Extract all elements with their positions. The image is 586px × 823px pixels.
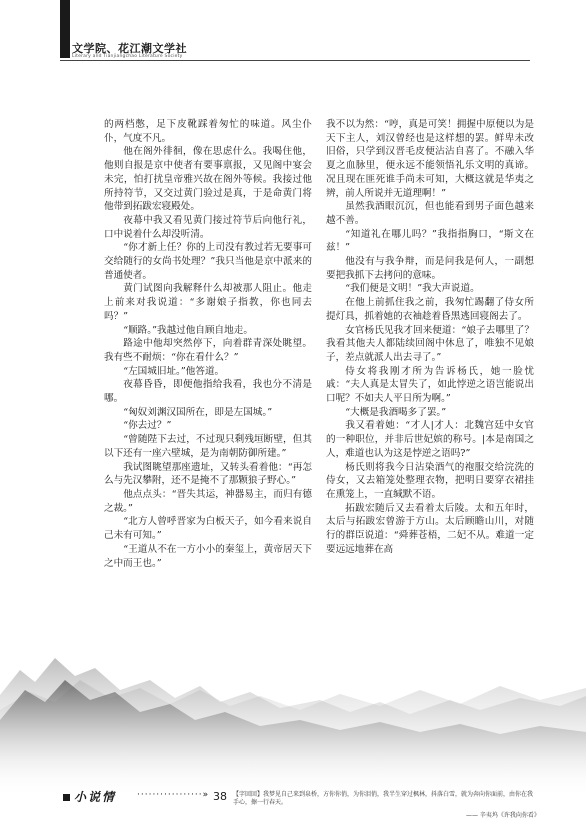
paragraph: 虽然我酒眼沉沉，但也能看到男子面色越来越不善。 — [326, 201, 534, 226]
paragraph: “曾随陛下去过，不过现只剩残垣断壁，但其以下还有一座六壁城，是为南朝防御所建。” — [104, 434, 312, 459]
paragraph: 在他上前抓住我之前，我匆忙踢翻了侍女所提灯具，抓着她的衣袖趁着昏黑逃回寝阁去了。 — [326, 297, 534, 322]
paragraph: 我不以为然：“哼，真是可笑！拥握中原便以为是天下主人，刘汉曾经也是这样想的罢。鲜卑未改旧俗，只学到汉晋毛皮便沾沾自喜了。不融入华夏之血脉里，便永远不能领悟礼乐文明的真谛。况且现在匪死谁手尚未可知，大概这就是华夷之辨，前人所说并无道理啊！” — [326, 119, 534, 199]
footer-square-bullet — [63, 794, 70, 801]
header-rule — [60, 60, 530, 61]
paragraph: 夜幕昏昏，即便他指给我看，我也分不清是哪。 — [104, 379, 312, 405]
header-subtitle: Literary and Tianjiangchao Literature Society — [72, 54, 183, 59]
paragraph: “顺路。”我越过他自顾自地走。 — [123, 324, 253, 336]
page-number: 38 — [213, 790, 227, 803]
paragraph: 他点点头：“晋失其运，神器易主，而归有德之裁。” — [104, 488, 312, 514]
header-title: 文学院、花江潮文学社 — [72, 42, 187, 55]
paragraph: 拓跋宏随后又去看着太后陵。太和五年时，太后与拓跋宏曾游于方山。太后顾瞻山川，对随行的群臣说道：“舜葬苍梧，二妃不从。难道一定要远远地葬在高 — [326, 502, 534, 555]
header-black-bar — [60, 0, 70, 58]
paragraph: “左国城旧址。”他答道。 — [123, 365, 225, 377]
paragraph: 侍女将我刚才所为告诉杨氏，她一脸忧戚：“夫人真是太冒失了，如此悖逆之语岂能说出口呢？不如夫人平日所为啊。” — [326, 365, 534, 405]
footer-quote-source: —— 辛夷坞《许我向你看》 — [466, 812, 540, 819]
paragraph: 我试图眺望那座遗址，又转头看着他：“再怎么与先汉攀附，还不是掩不了那颗狼子野心。” — [104, 461, 312, 487]
paragraph: “我们便是文明！”我大声说道。 — [345, 283, 480, 295]
paragraph: 黄门试图向我解释什么却被那人阻止。他走上前来对我说道：“多谢娘子指教，你也同去吗？” — [104, 283, 312, 322]
footer-section-label: 小说情 — [74, 790, 117, 804]
paragraph: 他在阁外徘徊，像在思虑什么。我喝住他，他则自报是京中使者有要事禀报，又见阁中宴会未完，怕打扰皇帝雅兴故在阁外等候。我接过他所持符节，又交过黄门验过是真，于是命黄门将他带到拓跋宏寝殿处。 — [104, 146, 312, 213]
left-text-column — [104, 118, 312, 570]
paragraph: “知道礼在哪儿吗？”我指指胸口，“斯文在兹！” — [326, 228, 534, 254]
ink-mountains-illustration — [0, 640, 586, 800]
right-text-column — [326, 118, 534, 557]
paragraph: “你去过？” — [123, 420, 172, 432]
paragraph: 我又看着她：“才人|才人：北魏宫廷中女官的一种职位，并非后世妃嫔的称号。|本是南国之人，难道也认为这是悖逆之语吗?” — [326, 420, 534, 459]
paragraph: “北方人曾呼晋家为白板天子，如今看来说自己未有可知。” — [104, 516, 312, 542]
paragraph: “匈奴刘渊汉国所在，即是左国城。” — [123, 406, 273, 418]
paragraph: “王道从不在一方小小的秦玺上，黄帝居天下之中而王也。” — [104, 543, 312, 569]
paragraph: 他没有与我争辩，而是问我是何人，一副想要把我抓下去拷问的意味。 — [326, 256, 534, 281]
footer-quote: 【字回回】我梦见自己来到泉桥，方你你俏，为你泪俏，我半生穿过枫林，抖落白雪，就为奔向你面前，由你在我手心，擦一行春天。 — [233, 791, 534, 806]
paragraph: 路途中他却突然停下，向着群青深处眺望。我有些不耐烦：“你在看什么？” — [104, 338, 312, 363]
paragraph: “大概是我酒喝多了罢。” — [345, 406, 447, 418]
footer-dotted-leader: ·················» — [137, 790, 210, 800]
paragraph: 女官杨氏见我才回来便道：“娘子去哪里了？我看其他夫人都陆续回阁中休息了，唯独不见娘子，差点就派人出去寻了。” — [326, 324, 534, 363]
paragraph: “你才新上任？你的上司没有教过若无要事可交给随行的女尚书处理？”我只当他是京中派来的普通使者。 — [104, 242, 312, 281]
paragraph: 杨氏则将我今日沾染酒气的袍服交给浣洗的侍女，又去箱笼处整理衣物，把明日要穿衣裙挂在熏笼上，一直缄默不语。 — [326, 461, 534, 500]
paragraph: 夜幕中我又看见黄门接过符节后向他行礼，口中说着什么却没听清。 — [104, 214, 312, 240]
paragraph: 的两档憋，足下皮靴踩着匆忙的味道。风尘仆仆，气度不凡。 — [104, 119, 312, 144]
